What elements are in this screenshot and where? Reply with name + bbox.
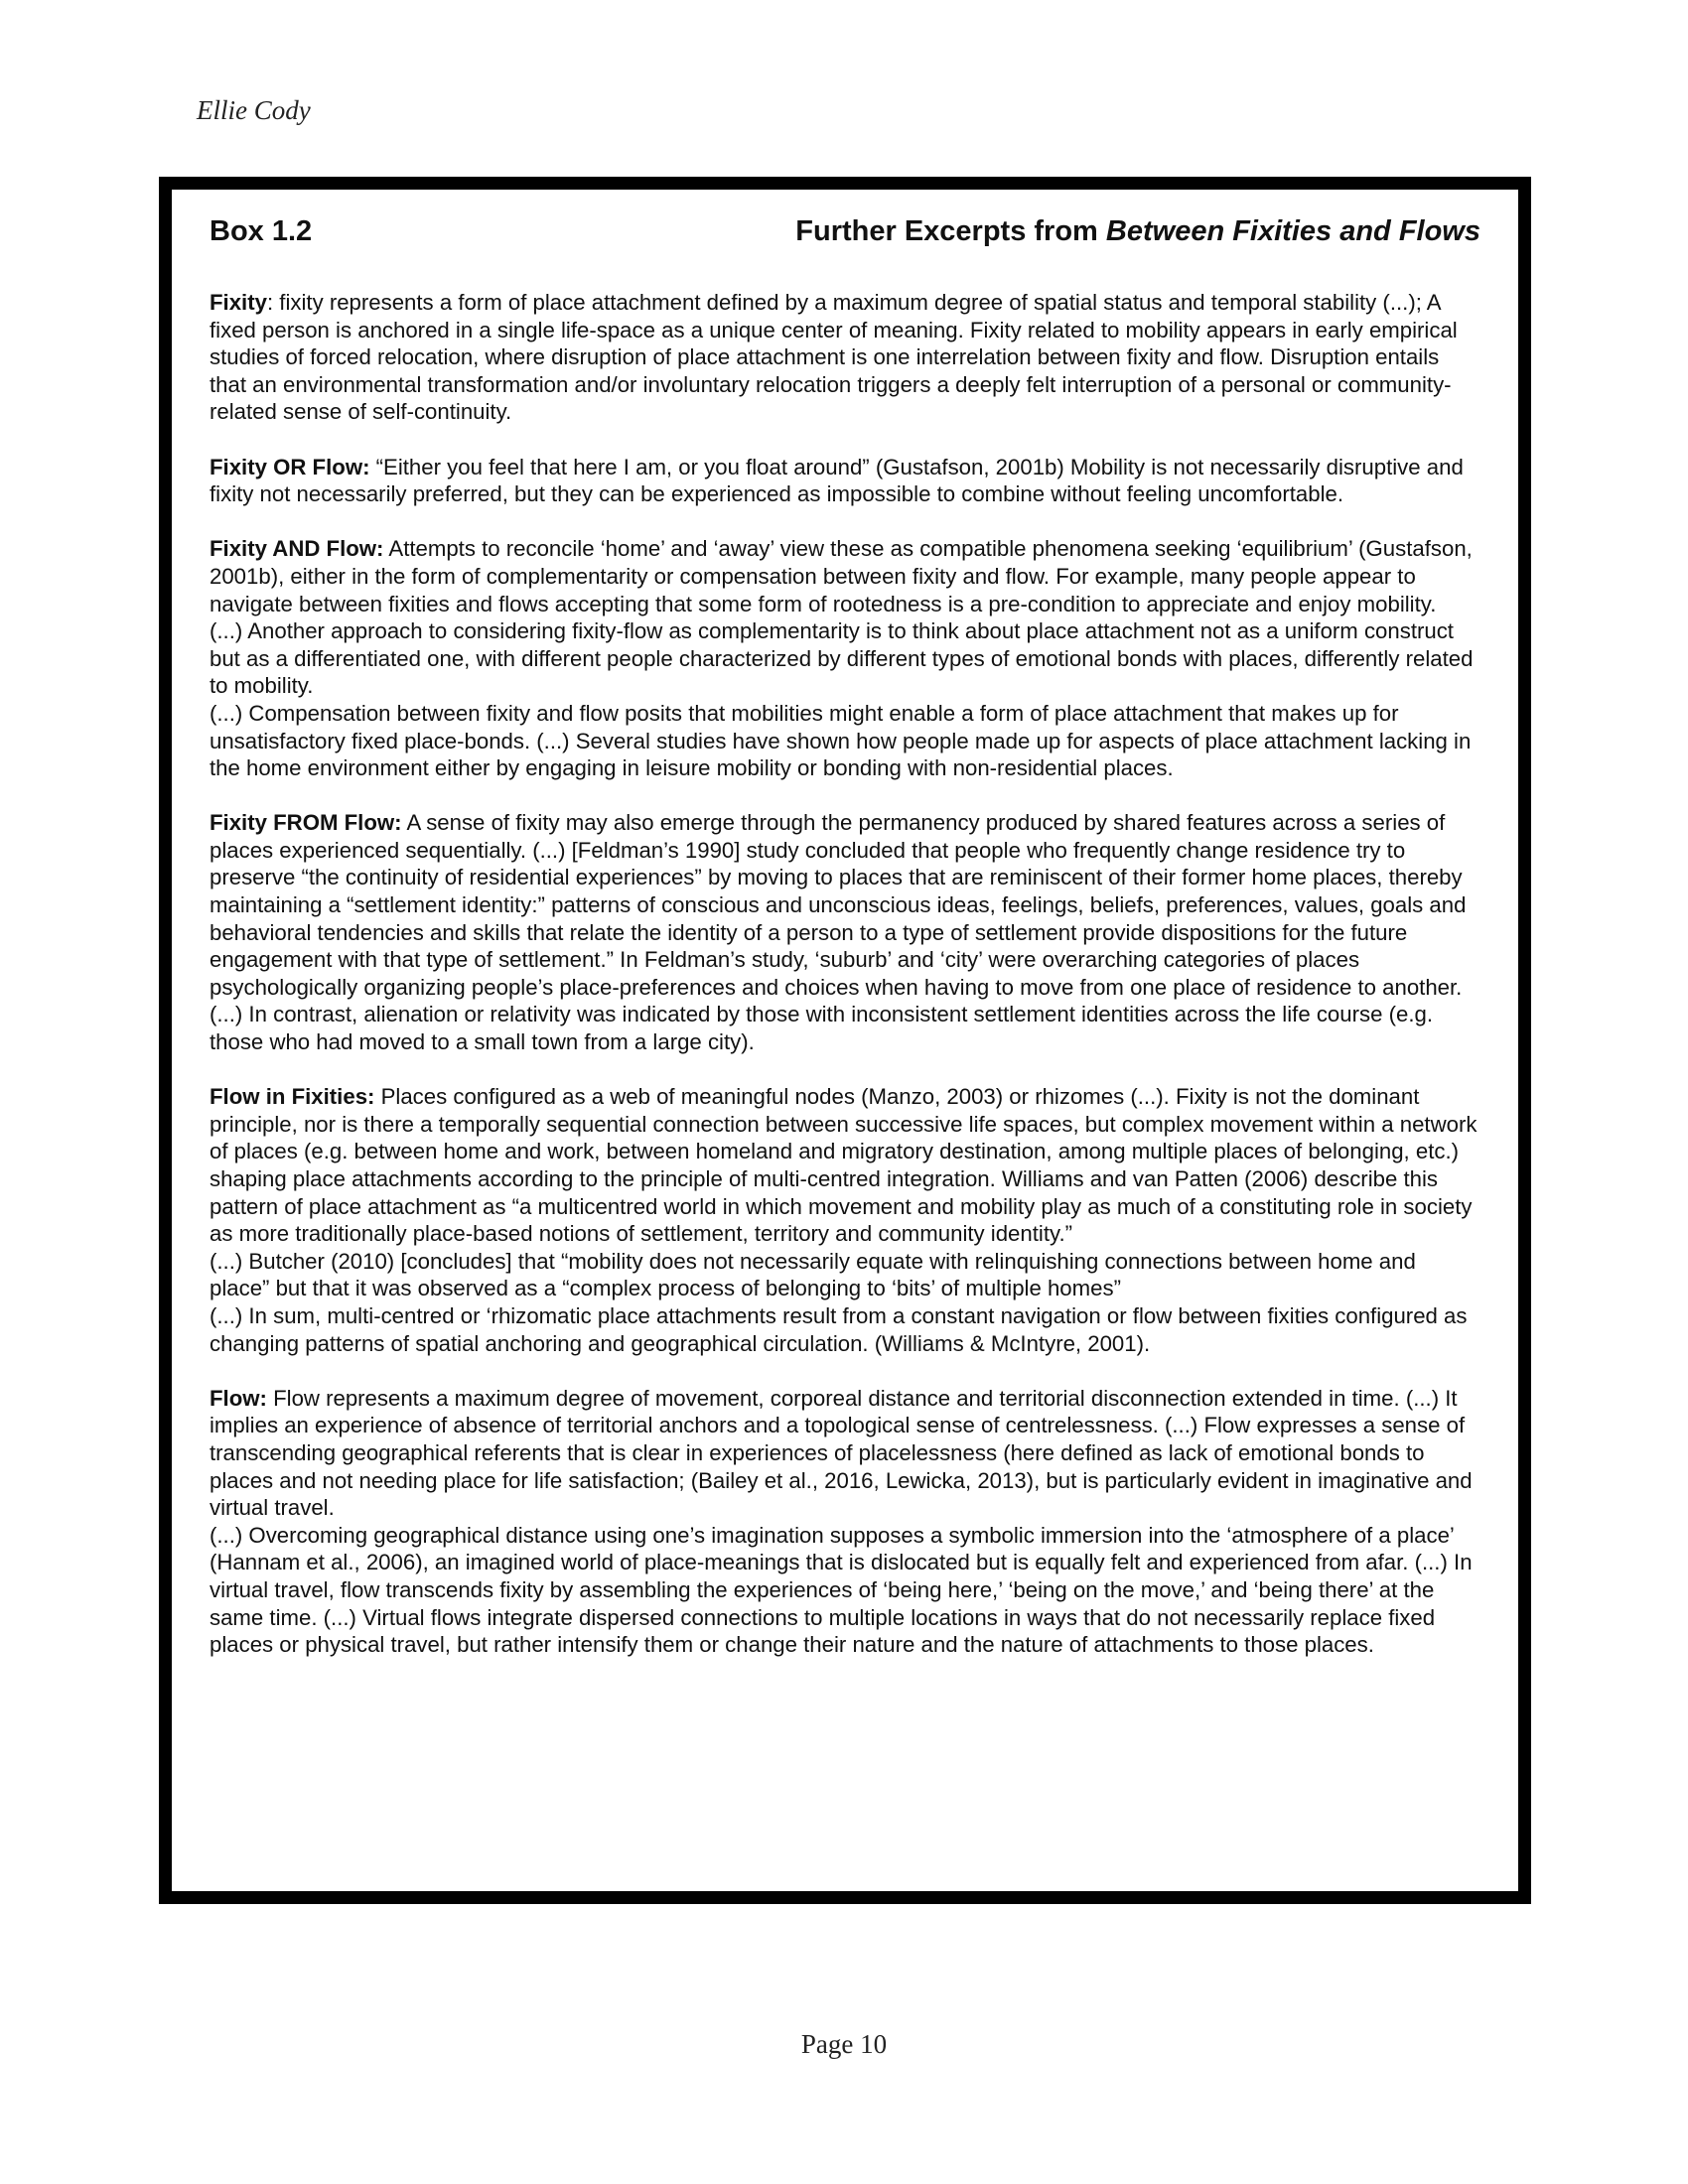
section-term: Fixity FROM Flow: [210, 810, 402, 836]
section-term: Fixity AND Flow: [210, 536, 384, 562]
box-title-book: Between Fixities and Flows [1105, 215, 1480, 247]
section-text: (...) Compensation between fixity and flow posits that mobilities might enable a form of place attachment that makes up for unsatisfactory fixed place-bonds. (...) Several studies have shown how people made up for aspects of place attachment lacking in the home environment either by engaging in leisure mobility or bonding with non-residential places. [210, 700, 1472, 781]
section-fixity-and-flow [210, 535, 1480, 781]
box-label: Box 1.2 [210, 215, 313, 247]
section-fixity-from-flow [210, 809, 1480, 1055]
section-flow [210, 1385, 1480, 1659]
box-title [795, 215, 1480, 248]
section-text: “Either you feel that here I am, or you float around” (Gustafson, 2001b) Mobility is not necessarily disruptive and fixity not necessarily preferred, but they can be experienced as impossible to combine without feeling uncomfortable. [210, 454, 1464, 507]
section-text: Flow represents a maximum degree of movement, corporeal distance and territorial disconnection extended in time. (...) It implies an experience of absence of territorial anchors and a topological sense of centrelessness. (...) Flow expresses a sense of transcending geographical referents that is clear in experiences of placelessness (here defined as lack of emotional bonds to places and not needing place for life satisfaction; (Bailey et al., 2016, Lewicka, 2013), but is particularly evident in imaginative and virtual travel. [210, 1385, 1473, 1521]
section-text: A sense of fixity may also emerge through the permanency produced by shared features across a series of places experienced sequentially. (...) [Feldman’s 1990] study concluded that people who frequently change residence try to preserve “the continuity of residential experiences” by moving to places that are reminiscent of their former home places, thereby maintaining a “settlement identity:” patterns of conscious and unconscious ideas, feelings, beliefs, preferences, values, goals and behavioral tendencies and skills that relate the identity of a person to a type of settlement provide dispositions for the future engagement with that type of settlement.” In Feldman’s study, ‘suburb’ and ‘city’ were overarching categories of places psychologically organizing people’s place-preferences and choices when having to move from one place of residence to another. [210, 810, 1467, 1000]
section-fixity-or-flow [210, 454, 1480, 508]
page-number: Page 10 [800, 2029, 888, 2059]
section-text: : fixity represents a form of place attachment defined by a maximum degree of spatial status and temporal stability (...); A fixed person is anchored in a single life-space as a unique center of meaning. Fixity related to mobility appears in early empirical studies of forced relocation, where disruption of place attachment is one interrelation between fixity and flow. Disruption entails that an environmental transformation and/or involuntary relocation triggers a deeply felt interruption of a personal or community-related sense of self-continuity. [210, 290, 1458, 425]
section-text: Places configured as a web of meaningful nodes (Manzo, 2003) or rhizomes (...). Fixity is not the dominant principle, nor is there a temporally sequential connection between successive life spaces, but complex movement within a network of places (e.g. between home and work, between homeland and migratory destination, among multiple places of belonging, etc.) shaping place attachments according to the principle of multi-centred integration. Williams and van Patten (2006) describe this pattern of place attachment as “a multicentred world in which movement and mobility play as much of a constituting role in society as more traditionally place-based notions of settlement, territory and community identity.” [210, 1084, 1477, 1247]
box-header [210, 215, 1480, 248]
box-title-prefix: Further Excerpts from [795, 215, 1106, 247]
section-term: Fixity [210, 290, 267, 315]
box-body [210, 289, 1480, 1686]
section-term: Fixity OR Flow: [210, 454, 370, 479]
section-term: Flow: [210, 1385, 267, 1411]
section-term: Flow in Fixities: [210, 1084, 375, 1110]
section-text: (...) Butcher (2010) [concludes] that “mobility does not necessarily equate with relinquishing connections between home and place” but that it was observed as a “complex process of belonging to ‘bits’ of multiple homes” [210, 1248, 1416, 1301]
section-flow-in-fixities [210, 1083, 1480, 1357]
section-text: (...) Another approach to considering fixity-flow as complementarity is to think about place attachment not as a uniform construct but as a differentiated one, with different people characterized by different types of emotional bonds with places, differently related to mobility. [210, 618, 1474, 699]
running-header-author: Ellie Cody [197, 95, 311, 125]
excerpt-box [159, 177, 1531, 1904]
section-text: (...) In contrast, alienation or relativity was indicated by those with inconsistent settlement identities across the life course (e.g. those who had moved to a small town from a large city). [210, 1002, 1433, 1055]
section-text: (...) Overcoming geographical distance using one’s imagination supposes a symbolic immersion into the ‘atmosphere of a place’ (Hannam et al., 2006), an imagined world of place-meanings that is dislocated but is equally felt and experienced from afar. (...) In virtual travel, flow transcends fixity by assembling the experiences of ‘being here,’ ‘being on the move,’ and ‘being there’ at the same time. (...) Virtual flows integrate dispersed connections to multiple locations in ways that do not necessarily replace fixed places or physical travel, but rather intensify them or change their nature and the nature of attachments to those places. [210, 1522, 1473, 1658]
section-text: (...) In sum, multi-centred or ‘rhizomatic place attachments result from a constant navigation or flow between fixities configured as changing patterns of spatial anchoring and geographical circulation. (Williams & McIntyre, 2001). [210, 1302, 1468, 1356]
section-fixity [210, 289, 1480, 426]
section-text: Attempts to reconcile ‘home’ and ‘away’ view these as compatible phenomena seeking ‘equilibrium’ (Gustafson, 2001b), either in the form of complementarity or compensation between fixity and flow. For example, many people appear to navigate between fixities and flows accepting that some form of rootedness is a pre-condition to appreciate and enjoy mobility. [210, 536, 1473, 616]
